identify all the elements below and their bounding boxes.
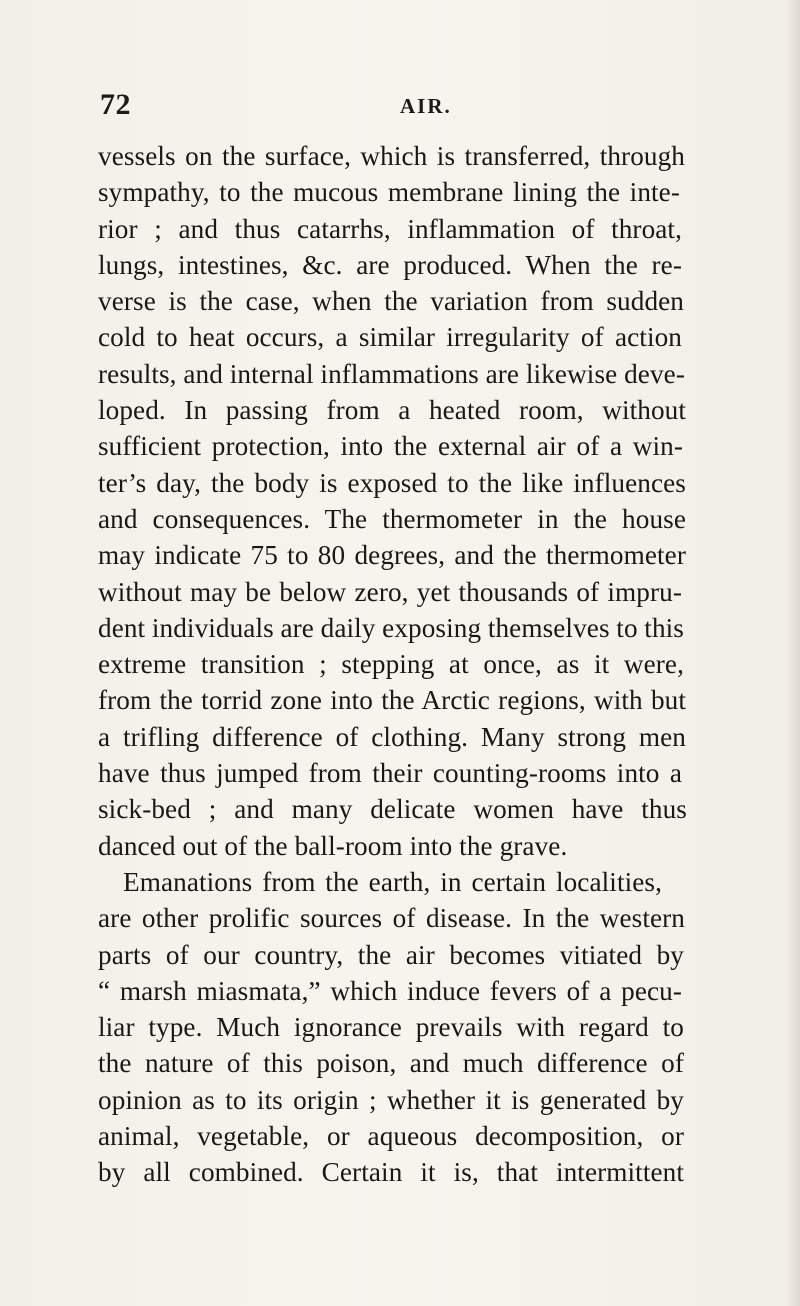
text-line: from the torrid zone into the Arctic regions, with but	[98, 685, 686, 716]
text-line: vessels on the surface, which is transferred, through	[98, 141, 685, 171]
text-line: by all combined. Certain it is, that intermittent	[98, 1157, 684, 1188]
text-line: animal, vegetable, or aqueous decomposition, or	[98, 1121, 684, 1152]
text-line: dent individuals are daily exposing themselves to this	[98, 612, 684, 643]
text-line: are other prolific sources of disease. In the western	[98, 903, 685, 934]
text-line: lungs, intestines, &c. are produced. When the re-	[98, 249, 682, 280]
text-line: the nature of this poison, and much difference of	[98, 1048, 684, 1079]
text-line: Emanations from the earth, in certain localities,	[123, 866, 662, 897]
text-line: sick-bed ; and many delicate women have thus	[98, 794, 687, 825]
page-number: 72	[100, 88, 131, 121]
text-line: danced out of the ball-room into the grave.	[98, 830, 568, 861]
page-header	[100, 88, 760, 128]
text-line: “ marsh miasmata,” which induce fevers of a pecu-	[98, 975, 682, 1006]
text-line: may indicate 75 to 80 degrees, and the thermometer	[98, 540, 686, 571]
text-line: rior ; and thus catarrhs, inflammation of throat,	[98, 213, 682, 244]
running-head: AIR.	[400, 94, 452, 118]
text-line: extreme transition ; stepping at once, as it were,	[98, 649, 684, 680]
text-line: a trifling difference of clothing. Many strong men	[98, 721, 686, 752]
text-line: results, and internal inflammations are likewise deve-	[98, 358, 685, 389]
text-line: opinion as to its origin ; whether it is generated by	[98, 1084, 684, 1115]
text-line: have thus jumped from their counting-rooms into a	[98, 758, 682, 789]
text-line: sufficient protection, into the external air of a win-	[98, 431, 683, 462]
text-line: loped. In passing from a heated room, without	[98, 395, 686, 426]
body-text	[98, 138, 798, 1191]
text-line: parts of our country, the air becomes vitiated by	[98, 939, 684, 970]
text-line: sympathy, to the mucous membrane lining the inte-	[98, 177, 680, 208]
text-line: cold to heat occurs, a similar irregularity of action	[98, 322, 682, 353]
text-line: verse is the case, when the variation from sudden	[98, 286, 684, 317]
text-line: ter’s day, the body is exposed to the like influences	[98, 467, 686, 498]
text-line: liar type. Much ignorance prevails with regard to	[98, 1012, 684, 1043]
text-line: and consequences. The thermometer in the house	[98, 503, 686, 534]
text-line: without may be below zero, yet thousands of impru-	[98, 576, 682, 607]
